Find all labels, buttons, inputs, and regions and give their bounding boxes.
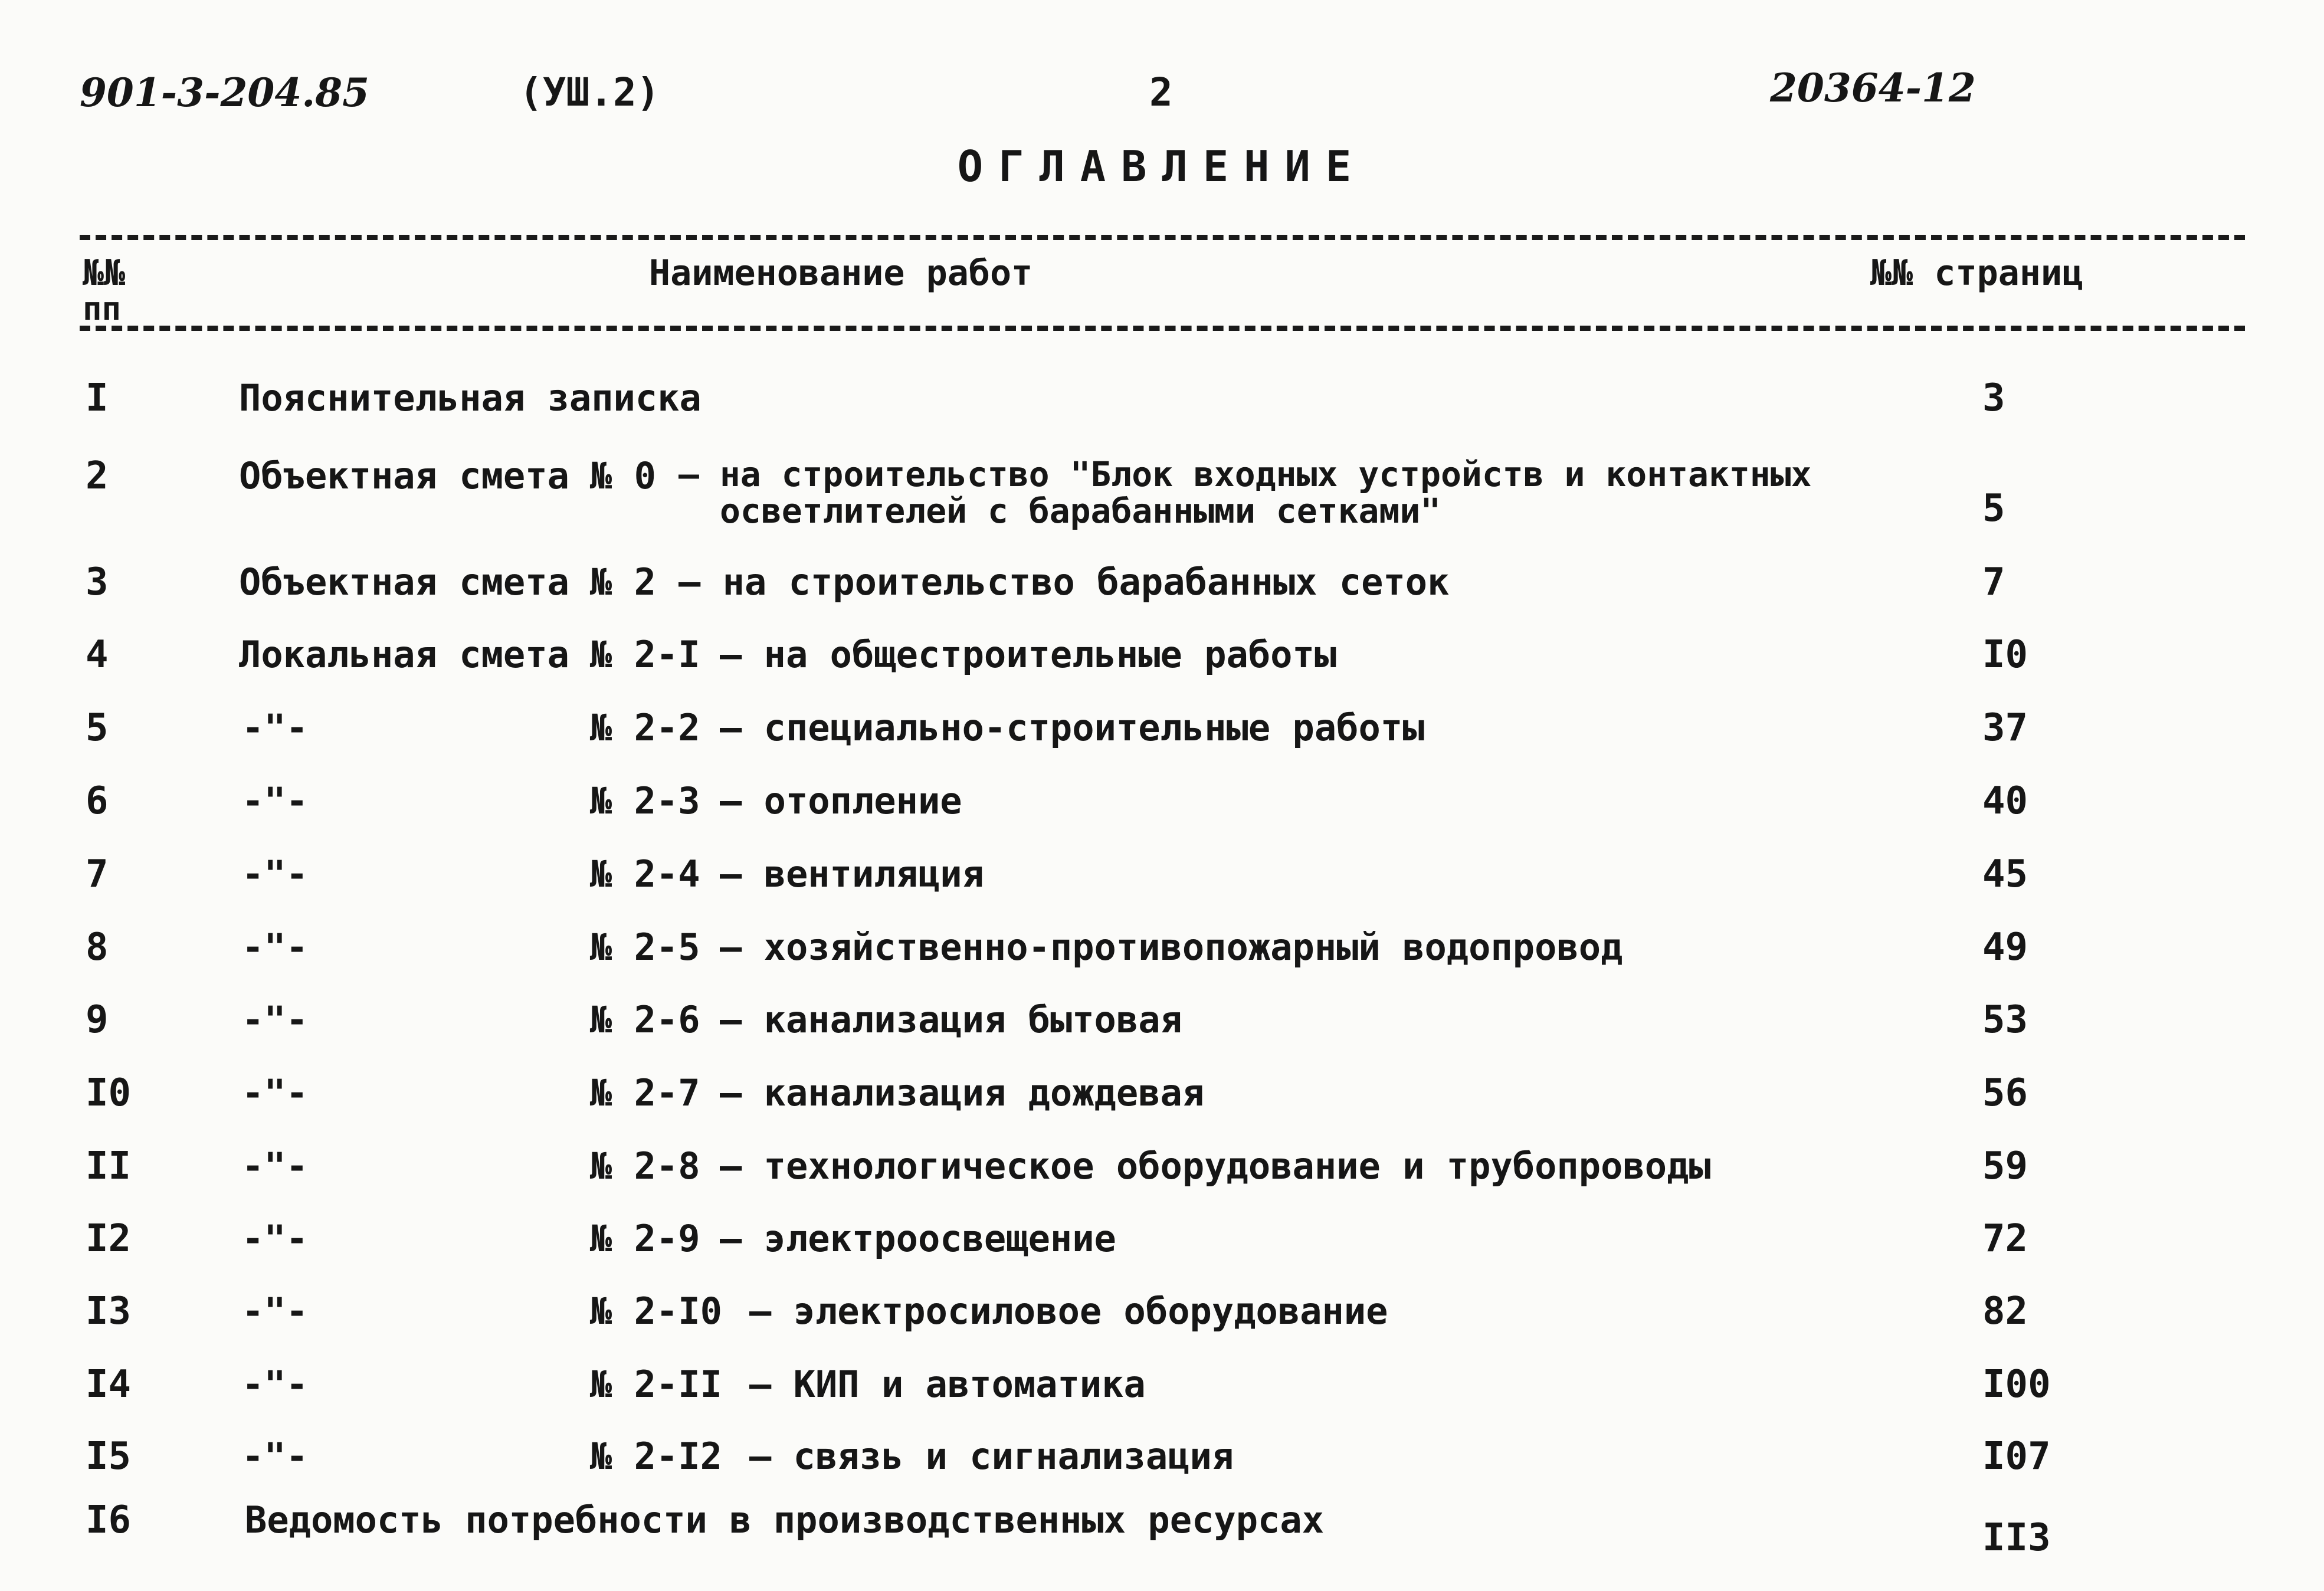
- row-title: Ведомость потребности в производственных ресурсах: [245, 1498, 1325, 1541]
- row-title: Локальная смета: [239, 633, 569, 676]
- row-description: – хозяйственно-противопожарный водопровод: [720, 926, 1623, 969]
- toc-row: [0, 926, 2324, 985]
- row-number: II: [86, 1144, 132, 1188]
- row-number: I6: [86, 1498, 132, 1542]
- row-number: I3: [86, 1290, 132, 1333]
- row-title: Объектная смета: [239, 560, 569, 603]
- ditto-mark: -"-: [242, 1435, 308, 1478]
- ditto-mark: -"-: [242, 998, 308, 1041]
- row-description: – КИП и автоматика: [749, 1363, 1146, 1406]
- row-description: – канализация дождевая: [720, 1071, 1205, 1114]
- row-code: № 2-I0: [590, 1290, 722, 1333]
- row-title: Пояснительная записка: [239, 376, 702, 419]
- row-code: № 2-4: [590, 852, 700, 895]
- toc-row: [0, 706, 2324, 765]
- row-number: I4: [86, 1363, 132, 1406]
- column-header-number: №№: [83, 252, 126, 294]
- row-number: I0: [86, 1071, 132, 1115]
- ditto-mark: -"-: [242, 706, 308, 749]
- row-description-continued: осветлителей с барабанными сетками": [720, 491, 1441, 531]
- volume-number: (УШ.2): [519, 70, 660, 115]
- row-page: 45: [1982, 852, 2028, 896]
- row-page: I07: [1982, 1435, 2051, 1478]
- row-page: 56: [1982, 1071, 2028, 1115]
- row-number: 9: [86, 998, 109, 1042]
- row-number: 6: [86, 779, 109, 823]
- row-page: 7: [1982, 560, 2005, 604]
- row-page: 3: [1982, 376, 2005, 420]
- ditto-mark: -"-: [242, 852, 308, 895]
- ditto-mark: -"-: [242, 779, 308, 822]
- toc-row: [0, 1290, 2324, 1349]
- row-code: № 2: [590, 560, 656, 603]
- row-page: I00: [1982, 1363, 2051, 1406]
- toc-row: [0, 1217, 2324, 1276]
- row-page: 5: [1982, 487, 2005, 530]
- toc-row: [0, 1071, 2324, 1130]
- inventory-number: 20364-12: [1770, 65, 1976, 111]
- row-description: – связь и сигнализация: [749, 1435, 1234, 1478]
- row-description: – канализация бытовая: [720, 998, 1182, 1041]
- row-page: 40: [1982, 779, 2028, 823]
- toc-row: [0, 633, 2324, 692]
- row-description: – электроосвещение: [720, 1217, 1116, 1260]
- toc-row: [0, 454, 2324, 549]
- row-code: № 2-I: [590, 633, 700, 676]
- row-number: I2: [86, 1217, 132, 1261]
- row-page: 37: [1982, 706, 2028, 750]
- row-page: 82: [1982, 1290, 2028, 1333]
- toc-row: [0, 1144, 2324, 1203]
- column-header-pages: №№ страниц: [1870, 252, 2084, 294]
- row-description: – на общестроительные работы: [720, 633, 1337, 676]
- row-code: № 2-7: [590, 1071, 700, 1114]
- row-code: № 2-II: [590, 1363, 722, 1406]
- ditto-mark: -"-: [242, 1217, 308, 1260]
- row-description: – на строительство барабанных сеток: [678, 560, 1450, 603]
- row-number: 2: [86, 454, 109, 498]
- page-number: 2: [1149, 70, 1173, 115]
- column-header-number-sub: пп: [83, 290, 122, 327]
- row-code: № 2-I2: [590, 1435, 722, 1478]
- row-description: – вентиляция: [720, 852, 984, 895]
- row-number: 5: [86, 706, 109, 750]
- row-page: I0: [1982, 633, 2028, 677]
- row-code: № 2-5: [590, 926, 700, 969]
- toc-row: [0, 560, 2324, 619]
- row-code: № 2-3: [590, 779, 700, 822]
- row-number: 3: [86, 560, 109, 604]
- header-top-divider: [80, 235, 2245, 240]
- row-code: № 0: [590, 454, 656, 497]
- row-page: 49: [1982, 926, 2028, 969]
- ditto-mark: -"-: [242, 1363, 308, 1406]
- toc-row: [0, 998, 2324, 1057]
- row-number: I5: [86, 1435, 132, 1478]
- row-description: – специально-строительные работы: [720, 706, 1425, 749]
- row-page: II3: [1982, 1516, 2051, 1560]
- toc-row: [0, 376, 2324, 435]
- row-number: 7: [86, 852, 109, 896]
- ditto-mark: -"-: [242, 1290, 308, 1333]
- row-page: 72: [1982, 1217, 2028, 1261]
- row-code: № 2-9: [590, 1217, 700, 1260]
- row-number: 4: [86, 633, 109, 677]
- row-description: – отопление: [720, 779, 962, 822]
- toc-row: [0, 1435, 2324, 1494]
- row-page: 53: [1982, 998, 2028, 1042]
- document-code: 901-3-204.85: [80, 70, 370, 116]
- toc-row: [0, 779, 2324, 838]
- column-header-name: Наименование работ: [649, 252, 1033, 294]
- page-title: ОГЛАВЛЕНИЕ: [957, 142, 1367, 191]
- row-description: – технологическое оборудование и трубопроводы: [720, 1144, 1711, 1187]
- row-page: 59: [1982, 1144, 2028, 1188]
- header-bottom-divider: [80, 326, 2245, 331]
- row-description: – электросиловое оборудование: [749, 1290, 1388, 1333]
- toc-row: [0, 1363, 2324, 1422]
- row-description: – на строительство "Блок входных устройств и контактных: [678, 454, 1812, 494]
- ditto-mark: -"-: [242, 1071, 308, 1114]
- row-title: Объектная смета: [239, 454, 569, 497]
- row-code: № 2-2: [590, 706, 700, 749]
- row-number: 8: [86, 926, 109, 969]
- row-code: № 2-8: [590, 1144, 700, 1187]
- toc-row: [0, 1498, 2324, 1569]
- toc-row: [0, 852, 2324, 911]
- row-code: № 2-6: [590, 998, 700, 1041]
- ditto-mark: -"-: [242, 1144, 308, 1187]
- ditto-mark: -"-: [242, 926, 308, 969]
- row-number: I: [86, 376, 109, 420]
